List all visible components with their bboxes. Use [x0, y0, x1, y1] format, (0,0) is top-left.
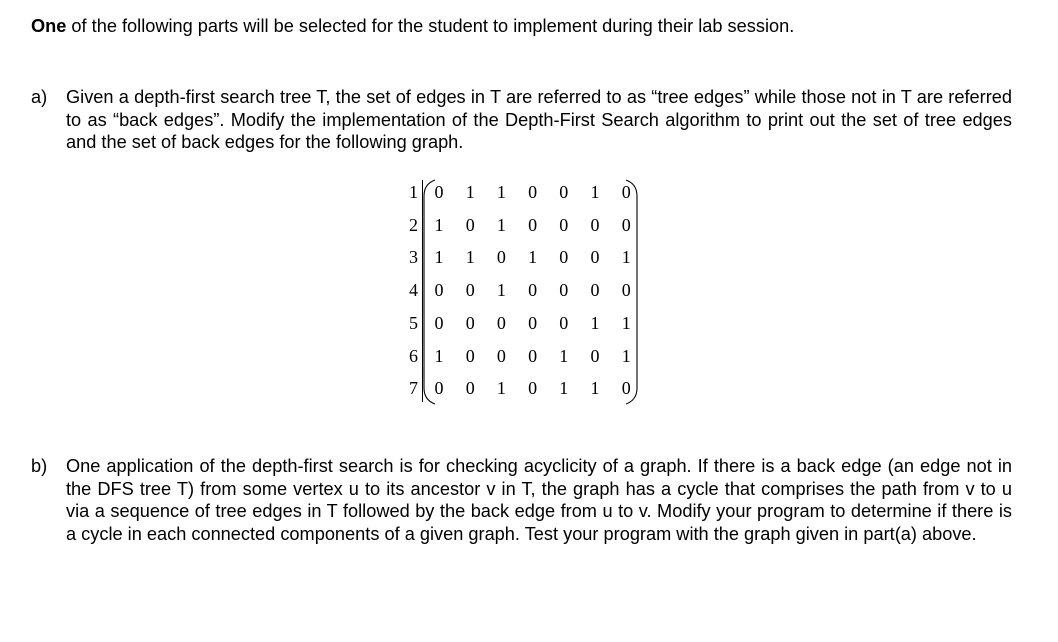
matrix-cell: 0 — [496, 247, 506, 268]
part-a — [31, 86, 1012, 154]
matrix-cell: 0 — [559, 182, 569, 202]
matrix-cell: 1 — [465, 247, 475, 268]
matrix-cell: 0 — [465, 214, 475, 235]
matrix-row-label: 6 — [409, 345, 418, 366]
matrix-row-label: 5 — [409, 312, 418, 333]
matrix-cell: 1 — [528, 247, 538, 268]
matrix-cell: 1 — [559, 345, 569, 366]
matrix-cell: 0 — [434, 378, 444, 399]
matrix-cell: 0 — [621, 214, 631, 235]
matrix-row-label: 1 — [409, 182, 418, 202]
matrix-cell: 1 — [621, 247, 631, 268]
matrix-cell: 0 — [559, 280, 569, 301]
matrix-cell: 1 — [434, 214, 444, 235]
matrix-cell: 0 — [434, 280, 444, 301]
matrix-cell: 0 — [465, 345, 475, 366]
matrix-cell: 0 — [528, 312, 538, 333]
matrix-row-label: 7 — [409, 378, 418, 399]
part-a-text: Given a depth-first search tree T, the set of edges in T are referred to as “tree edges” while those not in T are referred to as “back edges”. Modify the implementation of the Depth-First Search algorithm to print out the set of tree edges and the set of back edges for the following graph. — [66, 87, 1012, 152]
matrix-cell: 0 — [434, 312, 444, 333]
matrix-cell: 0 — [528, 182, 538, 202]
part-b — [31, 455, 1012, 545]
part-b-label: b) — [31, 456, 48, 476]
matrix-cell: 1 — [621, 312, 631, 333]
matrix-cell: 1 — [434, 345, 444, 366]
matrix-cell: 1 — [496, 280, 506, 301]
matrix-cell: 0 — [621, 378, 631, 399]
matrix-cell: 0 — [434, 182, 444, 202]
matrix-cell: 1 — [590, 312, 600, 333]
matrix-cell: 0 — [496, 312, 506, 333]
matrix-cell: 0 — [465, 378, 475, 399]
matrix-cell: 1 — [465, 182, 475, 202]
matrix-row-label: 3 — [409, 247, 418, 268]
matrix-cell: 0 — [496, 345, 506, 366]
matrix-cell: 1 — [496, 214, 506, 235]
part-b-text: One application of the depth-first search is for checking acyclicity of a graph. If there is a back edge (an edge not in the DFS tree T) from some vertex u to its ancestor v in T, the graph has a cycle that comprises the path from v to u via a sequence of tree edges in T followed by the back edge from u to v. Modify your program to determine if there is a cycle in each connected components of a given graph. Test your program with the graph given in part(a) above. — [66, 456, 1012, 544]
matrix-cell: 0 — [559, 214, 569, 235]
intro-sentence — [31, 15, 794, 37]
matrix-cell: 0 — [528, 378, 538, 399]
adjacency-matrix — [402, 176, 642, 408]
matrix-cell: 1 — [590, 182, 600, 202]
matrix-row-label: 2 — [409, 214, 418, 235]
matrix-row-label: 4 — [409, 280, 418, 301]
matrix-cell: 0 — [590, 280, 600, 301]
matrix-cell: 0 — [590, 247, 600, 268]
intro-bold-word: One — [31, 16, 67, 36]
matrix-cell: 0 — [621, 280, 631, 301]
matrix-cell: 1 — [496, 378, 506, 399]
matrix-cell: 1 — [559, 378, 569, 399]
part-a-label: a) — [31, 87, 48, 107]
matrix-cell: 1 — [590, 378, 600, 399]
matrix-cell: 0 — [465, 280, 475, 301]
matrix-cell: 0 — [621, 182, 631, 202]
matrix-cell: 1 — [621, 345, 631, 366]
matrix-cell: 0 — [528, 345, 538, 366]
matrix-cell: 0 — [590, 214, 600, 235]
intro-text: of the following parts will be selected for the student to implement during their lab session. — [66, 16, 795, 36]
matrix-cell: 0 — [465, 312, 475, 333]
matrix-cell: 0 — [559, 247, 569, 268]
matrix-cell: 0 — [590, 345, 600, 366]
matrix-cell: 0 — [528, 214, 538, 235]
matrix-cell: 0 — [528, 280, 538, 301]
matrix-cell: 0 — [559, 312, 569, 333]
matrix-cell: 1 — [434, 247, 444, 268]
matrix-cell: 1 — [496, 182, 506, 202]
